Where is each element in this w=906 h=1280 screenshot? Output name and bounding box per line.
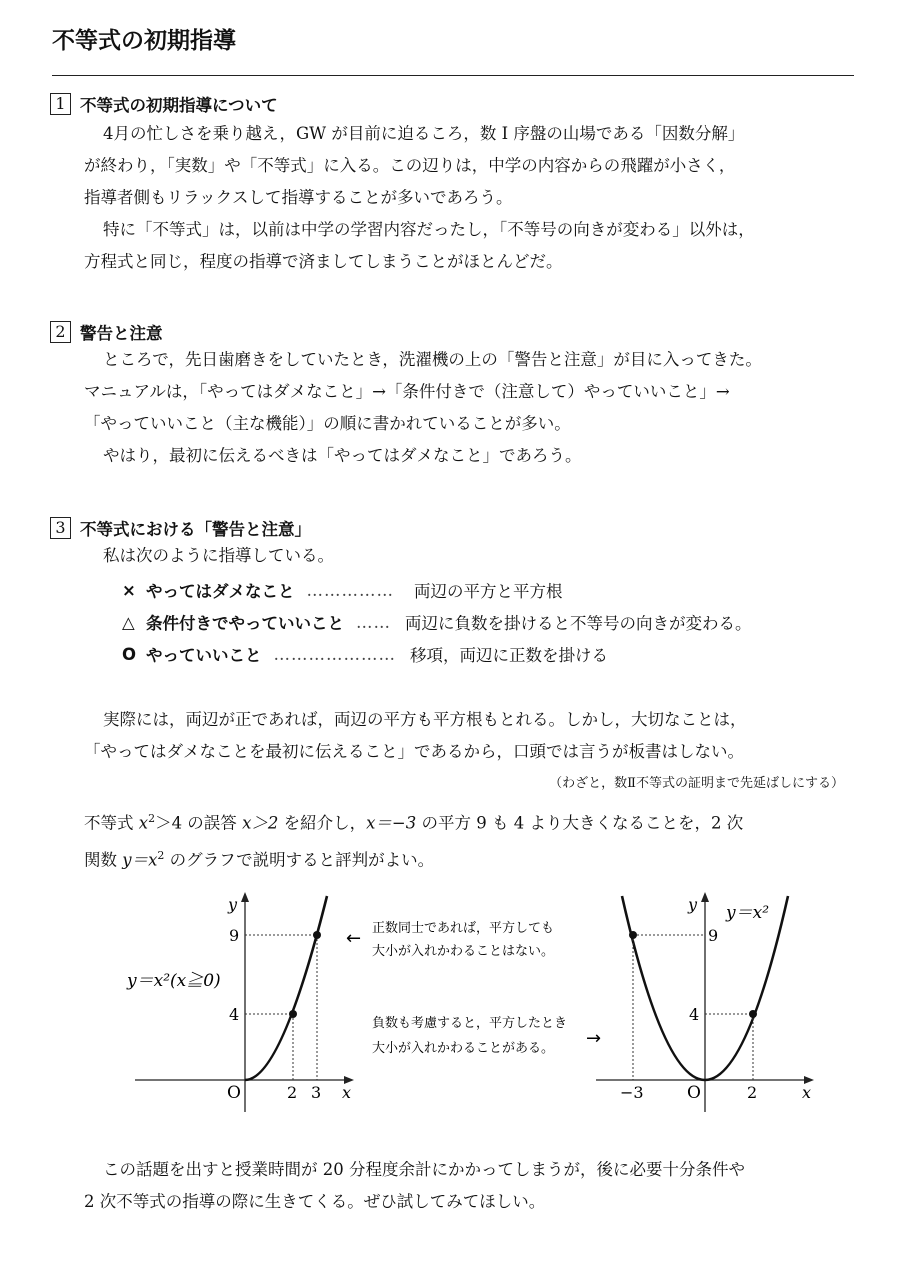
paragraph-line: 実際には，両辺が正であれば，両辺の平方も平方根もとれる。しかし，大切なことは， bbox=[102, 710, 747, 729]
rule-row bbox=[122, 638, 752, 670]
right-graph bbox=[596, 892, 814, 1112]
paragraph-line: マニュアルは，「やってはダメなこと」→「条件付きで（注意して）やっていいこと」→ bbox=[84, 382, 730, 401]
rule-description: 両辺の平方と平方根 bbox=[414, 582, 563, 601]
point-2-4 bbox=[289, 1010, 297, 1018]
parabola-figure bbox=[0, 880, 906, 1130]
x-tick-2: 2 bbox=[747, 1083, 758, 1102]
rule-row bbox=[122, 606, 752, 638]
rule-label: やってはダメなこと bbox=[146, 582, 295, 601]
page-title: 不等式の初期指導 bbox=[52, 28, 236, 54]
y-axis-label: y bbox=[688, 895, 698, 914]
example-line-1: 不等式 $x^2>4$ の誤答 x＞2 を紹介し，x＝−3 の平方 9 も 4 より大きくなることを，2 次 bbox=[84, 812, 744, 833]
cross-icon: × bbox=[122, 580, 136, 600]
paragraph-line: 方程式と同じ，程度の指導で済ましてしまうことがほとんどだ。 bbox=[84, 252, 563, 271]
x-axis-label: x bbox=[802, 1083, 812, 1102]
triangle-icon: △ bbox=[122, 612, 135, 632]
left-graph bbox=[126, 892, 354, 1112]
y-axis-arrow bbox=[241, 892, 249, 902]
y-axis-arrow bbox=[701, 892, 709, 902]
section-number: 3 bbox=[50, 517, 71, 539]
side-note: （わざと，数Ⅱ不等式の証明まで先延ばしにする） bbox=[549, 776, 844, 791]
example-text bbox=[84, 803, 874, 876]
paragraph-line: が終わり，「実数」や「不等式」に入る。この辺りは，中学の内容からの飛躍が小さく， bbox=[84, 156, 736, 175]
note-top-line-2: 大小が入れかわることはない。 bbox=[372, 944, 555, 959]
paragraph-line: この話題を出すと授業時間が 20 分程度余計にかかってしまうが，後に必要十分条件や bbox=[102, 1160, 745, 1179]
section-title: 不等式における「警告と注意」 bbox=[80, 520, 311, 539]
paragraph-line: 私は次のように指導している。 bbox=[102, 546, 334, 565]
left-arrow-icon: ← bbox=[346, 928, 362, 949]
parabola-curve bbox=[245, 896, 327, 1080]
point-2-4 bbox=[749, 1010, 757, 1018]
rule-description: 両辺に負数を掛けると不等号の向きが変わる。 bbox=[405, 614, 752, 633]
paragraph-line: 4月の忙しさを乗り越え，GW が目前に迫るころ，数 I 序盤の山場である「因数分解」 bbox=[102, 124, 745, 143]
section-1-heading bbox=[50, 92, 278, 116]
y-tick-4: 4 bbox=[229, 1005, 240, 1024]
note-top-line-1: 正数同士であれば，平方しても bbox=[372, 921, 555, 936]
paragraph-line: 「やっていいこと（主な機能）」の順に書かれていることが多い。 bbox=[84, 414, 571, 433]
title-rule bbox=[52, 75, 854, 76]
section-title: 不等式の初期指導について bbox=[80, 96, 278, 115]
x-tick-3: 3 bbox=[311, 1083, 322, 1102]
note-bottom-line-1: 負数も考慮すると，平方したとき bbox=[372, 1016, 568, 1031]
paragraph-line: ところで，先日歯磨きをしていたとき，洗濯機の上の「警告と注意」が目に入ってきた。 bbox=[102, 350, 762, 369]
section-3-body bbox=[84, 704, 874, 768]
paragraph-line: やはり，最初に伝えるべきは「やってはダメなこと」であろう。 bbox=[102, 446, 582, 465]
paragraph-line: 特に「不等式」は，以前は中学の学習内容だったし，「不等号の向きが変わる」以外は， bbox=[102, 220, 755, 239]
rule-label: やっていいこと bbox=[146, 646, 262, 665]
note-bottom-line-2: 大小が入れかわることがある。 bbox=[372, 1041, 555, 1056]
section-1-body bbox=[84, 118, 874, 278]
x-axis-label: x bbox=[342, 1083, 352, 1102]
section-2-body bbox=[84, 344, 874, 472]
rule-row bbox=[122, 574, 752, 606]
paragraph-line: 指導者側もリラックスして指導することが多いであろう。 bbox=[84, 188, 513, 207]
section-2-heading bbox=[50, 320, 163, 344]
section-number: 2 bbox=[50, 321, 71, 343]
x-tick-2: 2 bbox=[287, 1083, 298, 1102]
y-axis-label: y bbox=[228, 895, 238, 914]
origin-label: O bbox=[227, 1083, 241, 1103]
leader-dots: ………………… bbox=[273, 644, 396, 664]
right-arrow-icon: → bbox=[586, 1028, 602, 1049]
paragraph-line: 「やってはダメなことを最初に伝えること」であるから，口頭では言うが板書はしない。 bbox=[84, 742, 744, 761]
leader-dots: …………… bbox=[306, 580, 394, 600]
y-tick-9: 9 bbox=[229, 926, 240, 945]
section-title: 警告と注意 bbox=[80, 324, 163, 343]
rule-label: 条件付きでやっていいこと bbox=[146, 614, 344, 633]
closing-text bbox=[84, 1154, 874, 1218]
example-line-2: 関数 $y=x^2$ のグラフで説明すると評判がよい。 bbox=[84, 848, 435, 869]
paragraph-line: 2 次不等式の指導の際に生きてくる。ぜひ試してみてほしい。 bbox=[84, 1192, 546, 1211]
y-tick-4: 4 bbox=[689, 1005, 700, 1024]
point-neg3-9 bbox=[629, 931, 637, 939]
x-tick-neg3: −3 bbox=[620, 1083, 644, 1102]
section-3-heading bbox=[50, 516, 311, 540]
rules-table bbox=[122, 574, 752, 670]
circle-icon: O bbox=[122, 644, 137, 664]
left-curve-label: y＝x²(x≧0) bbox=[127, 971, 221, 991]
y-tick-9: 9 bbox=[708, 926, 719, 945]
section-number: 1 bbox=[50, 93, 71, 115]
section-3-intro bbox=[84, 540, 874, 572]
rule-description: 移項，両辺に正数を掛ける bbox=[410, 646, 608, 665]
point-3-9 bbox=[313, 931, 321, 939]
leader-dots: …… bbox=[356, 612, 391, 632]
origin-label: O bbox=[687, 1083, 701, 1103]
right-curve-label: y＝x² bbox=[726, 903, 770, 923]
figure-notes bbox=[346, 920, 601, 1056]
